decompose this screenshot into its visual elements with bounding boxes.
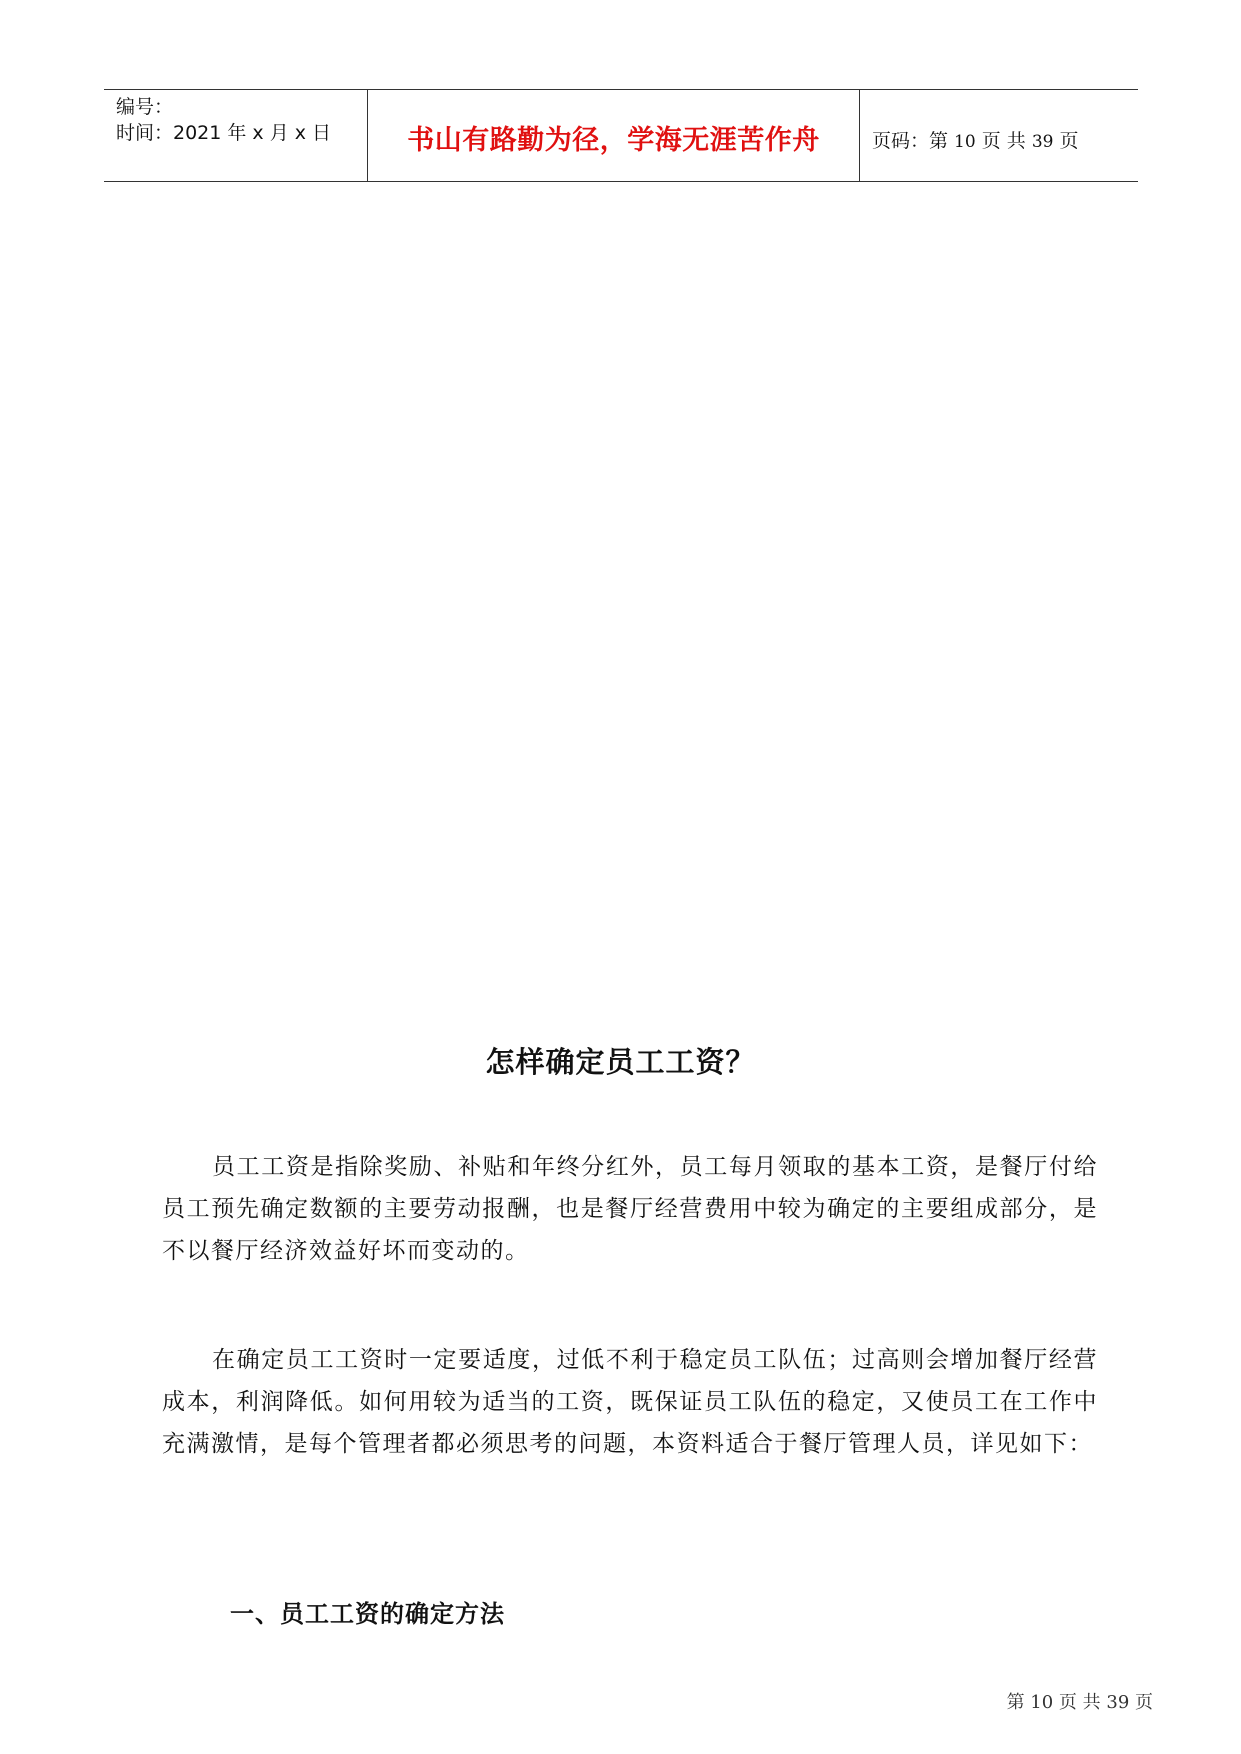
- page-code-current: 10: [954, 132, 976, 152]
- section-heading: 一、员工工资的确定方法: [230, 1600, 505, 1628]
- page-code-middle: 页 共: [975, 130, 1032, 152]
- document-number-label: 编号：: [116, 96, 174, 118]
- motto-text: 书山有路勤为径，学海无涯苦作舟: [407, 125, 820, 156]
- header-meta-cell: [104, 90, 368, 181]
- paragraph-intro: 员工工资是指除奖励、补贴和年终分红外，员工每月领取的基本工资，是餐厅付给员工预先确定数额的主要劳动报酬，也是餐厅经营费用中较为确定的主要组成部分，是不以餐厅经济效益好坏而变动的。: [162, 1154, 1098, 1264]
- document-time-label: 时间：2021 年 x 月 x 日: [116, 122, 332, 144]
- header-motto-cell: [368, 90, 860, 181]
- page-code-prefix: 页码：第: [872, 130, 955, 152]
- paragraph-salary-balance: 在确定员工工资时一定要适度，过低不利于稳定员工队伍；过高则会增加餐厅经营成本，利润降低。如何用较为适当的工资，既保证员工队伍的稳定，又使员工在工作中充满激情，是每个管理者都必须思考的问题，本资料适合于餐厅管理人员，详见如下：: [162, 1347, 1098, 1457]
- document-title: 怎样确定员工工资？: [485, 1045, 756, 1079]
- page-code: [872, 126, 1079, 153]
- header-table: [104, 89, 1138, 182]
- page-footer: 第 10 页 共 39 页: [1006, 1692, 1153, 1713]
- header-page-cell: [860, 90, 1138, 181]
- page-code-total: 39: [1031, 132, 1054, 152]
- page-code-suffix: 页: [1053, 130, 1079, 152]
